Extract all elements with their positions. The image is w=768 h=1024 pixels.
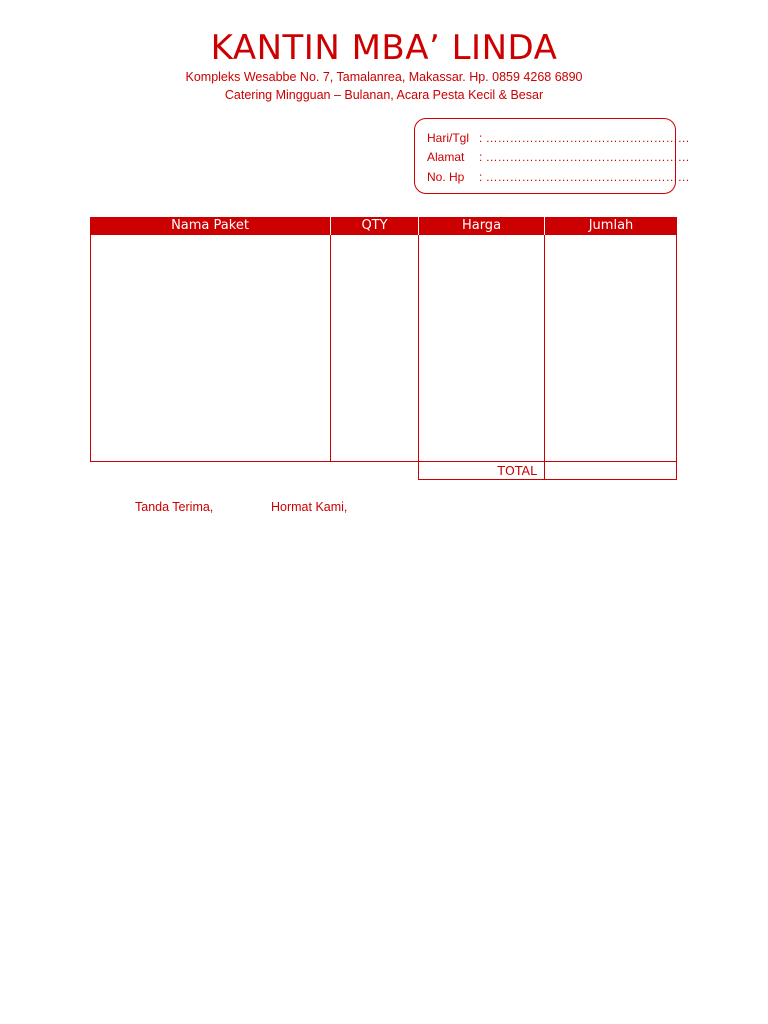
column-divider — [544, 235, 545, 461]
total-divider — [544, 462, 545, 479]
company-address: Kompleks Wesabbe No. 7, Tamalanrea, Makassar. Hp. 0859 4268 6890 — [185, 70, 583, 84]
info-value-date[interactable]: : …………………………………………… — [479, 131, 690, 145]
info-row-address — [427, 150, 690, 164]
column-divider — [330, 235, 331, 461]
order-table — [90, 217, 677, 480]
customer-info-box — [414, 118, 690, 194]
column-header-package-name: Nama Paket — [171, 218, 249, 233]
info-value-phone[interactable]: : …………………………………………… — [479, 170, 690, 184]
info-row-phone — [427, 170, 690, 184]
column-divider — [418, 235, 419, 461]
table-body[interactable] — [90, 235, 677, 462]
info-row-date — [427, 131, 690, 145]
info-label-address: Alamat — [427, 150, 465, 164]
total-label: TOTAL — [497, 463, 537, 478]
info-label-date: Hari/Tgl — [427, 131, 470, 145]
company-title: KANTIN MBA’ LINDA — [210, 28, 558, 68]
signature-sender-label: Hormat Kami, — [271, 500, 348, 514]
company-tagline: Catering Mingguan – Bulanan, Acara Pesta Kecil & Besar — [224, 88, 544, 102]
column-header-qty: QTY — [361, 218, 388, 233]
info-value-address[interactable]: : …………………………………………… — [479, 150, 690, 164]
info-label-phone: No. Hp — [427, 170, 465, 184]
column-header-amount: Jumlah — [588, 218, 634, 233]
column-header-price: Harga — [461, 218, 502, 233]
table-header — [90, 217, 677, 235]
signature-receiver-label: Tanda Terima, — [135, 500, 214, 514]
total-row — [418, 461, 677, 480]
